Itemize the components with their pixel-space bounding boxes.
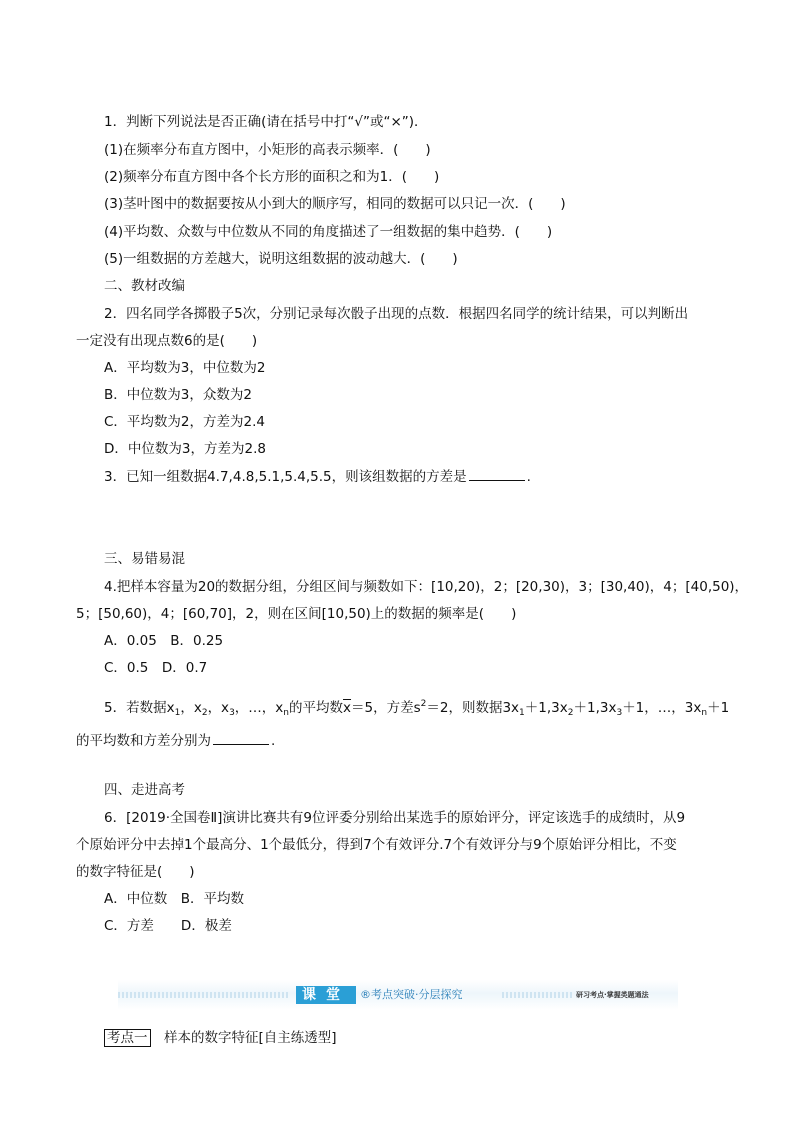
q3-end: . <box>526 469 531 485</box>
q2-option-b: B．中位数为3，众数为2 <box>104 387 252 403</box>
section-3-heading: 三、易错易混 <box>104 551 185 567</box>
q4-line-2: 5；[50,60)，4；[60,70]，2，则在区间[10,50)上的数据的频率是( ) <box>76 606 517 622</box>
q2-line-2: 一定没有出现点数6的是( ) <box>76 333 258 349</box>
kaodian-tag: 考点一 <box>104 1029 151 1047</box>
subscript: 1 <box>519 708 525 718</box>
q4-options-cd: C．0.5 D．0.7 <box>104 660 208 676</box>
q6-line-2: 个原始评分中去掉1个最高分、1个最低分，得到7个有效评分.7个有效评分与9个原始评分相比，不变 <box>76 837 677 853</box>
kaodian-heading <box>104 1028 337 1048</box>
q3-text <box>104 466 531 487</box>
q4-line-1: 4.把样本容量为20的数据分组，分组区间与频数如下：[10,20)，2；[20,30)，3；[30,40)，4；[40,50)， <box>104 579 749 595</box>
q5-text: ，…，x <box>234 700 284 716</box>
superscript: 2 <box>420 699 427 709</box>
q2-option-c: C．平均数为2，方差为2.4 <box>104 414 265 430</box>
banner-title: 课堂 <box>296 986 356 1004</box>
q4-options-ab: A．0.05 B．0.25 <box>104 633 224 649</box>
q5-text: ＝2，则数据3x <box>426 700 520 716</box>
classroom-banner <box>118 980 678 1010</box>
banner-stripe-mid <box>502 992 572 998</box>
q5-text: ＋1,3x <box>573 700 617 716</box>
section-2-heading: 二、教材改编 <box>104 278 185 294</box>
q5-text: ＋1 <box>707 700 730 716</box>
q6-options-cd: C．方差 D．极差 <box>104 918 232 934</box>
q1-stem: 1．判断下列说法是否正确(请在括号中打“√”或“×”)． <box>104 114 428 130</box>
subscript: 1 <box>174 708 181 718</box>
q5-text: 的平均数 <box>289 700 344 716</box>
q1-item-1: (1)在频率分布直方图中，小矩形的高表示频率．( ) <box>104 142 431 158</box>
q5-line-1 <box>104 694 729 723</box>
q6-options-ab: A．中位数 B．平均数 <box>104 891 244 907</box>
answer-blank <box>469 466 525 481</box>
q5-text: ，x <box>207 700 230 716</box>
banner-stripe-left <box>118 992 290 998</box>
mean-symbol: $\overline{x}$ <box>343 700 352 716</box>
q2-line-1: 2．四名同学各掷骰子5次，分别记录每次骰子出现的点数．根据四名同学的统计结果，可以判断出 <box>104 306 689 322</box>
q2-option-a: A．平均数为3，中位数为2 <box>104 360 266 376</box>
q1-item-5: (5)一组数据的方差越大，说明这组数据的波动越大．( ) <box>104 251 458 267</box>
subscript: n <box>701 708 708 718</box>
q5-line-2 <box>76 730 275 751</box>
banner-right-text: 研习考点·掌握类题通法 <box>576 991 649 999</box>
subscript: n <box>283 708 290 718</box>
q2-option-d: D．中位数为3，方差为2.8 <box>104 441 266 457</box>
q1-item-2: (2)频率分布直方图中各个长方形的面积之和为1．( ) <box>104 169 440 185</box>
subscript: 3 <box>616 708 623 718</box>
q5-text: ，x <box>180 700 202 716</box>
answer-blank <box>213 730 269 745</box>
banner-subtitle: ®考点突破·分层探究 <box>360 988 463 1001</box>
subscript: 2 <box>201 708 208 718</box>
q6-line-3: 的数字特征是( ) <box>76 864 195 880</box>
kaodian-title: 样本的数字特征[自主练透型] <box>164 1030 337 1046</box>
section-4-heading: 四、走进高考 <box>104 782 185 798</box>
q5-text: ＋1,3x <box>524 700 568 716</box>
q3-stem: 3．已知一组数据4.7,4.8,5.1,5.4,5.5，则该组数据的方差是 <box>104 469 467 485</box>
q5-text: ＋1，…，3x <box>622 700 702 716</box>
subscript: 3 <box>229 708 235 718</box>
q5-stem-2: 的平均数和方差分别为 <box>76 733 211 749</box>
q1-item-4: (4)平均数、众数与中位数从不同的角度描述了一组数据的集中趋势．( ) <box>104 224 553 240</box>
q1-item-3: (3)茎叶图中的数据要按从小到大的顺序写，相同的数据可以只记一次．( ) <box>104 196 566 212</box>
subscript: 2 <box>567 708 574 718</box>
q5-end: . <box>271 733 276 749</box>
q5-text: 5．若数据x <box>104 700 175 716</box>
q6-line-1: 6．[2019·全国卷Ⅱ]演讲比赛共有9位评委分别给出某选手的原始评分，评定该选手的成绩时，从9 <box>104 810 686 826</box>
q5-text: ＝5，方差s <box>351 700 421 716</box>
